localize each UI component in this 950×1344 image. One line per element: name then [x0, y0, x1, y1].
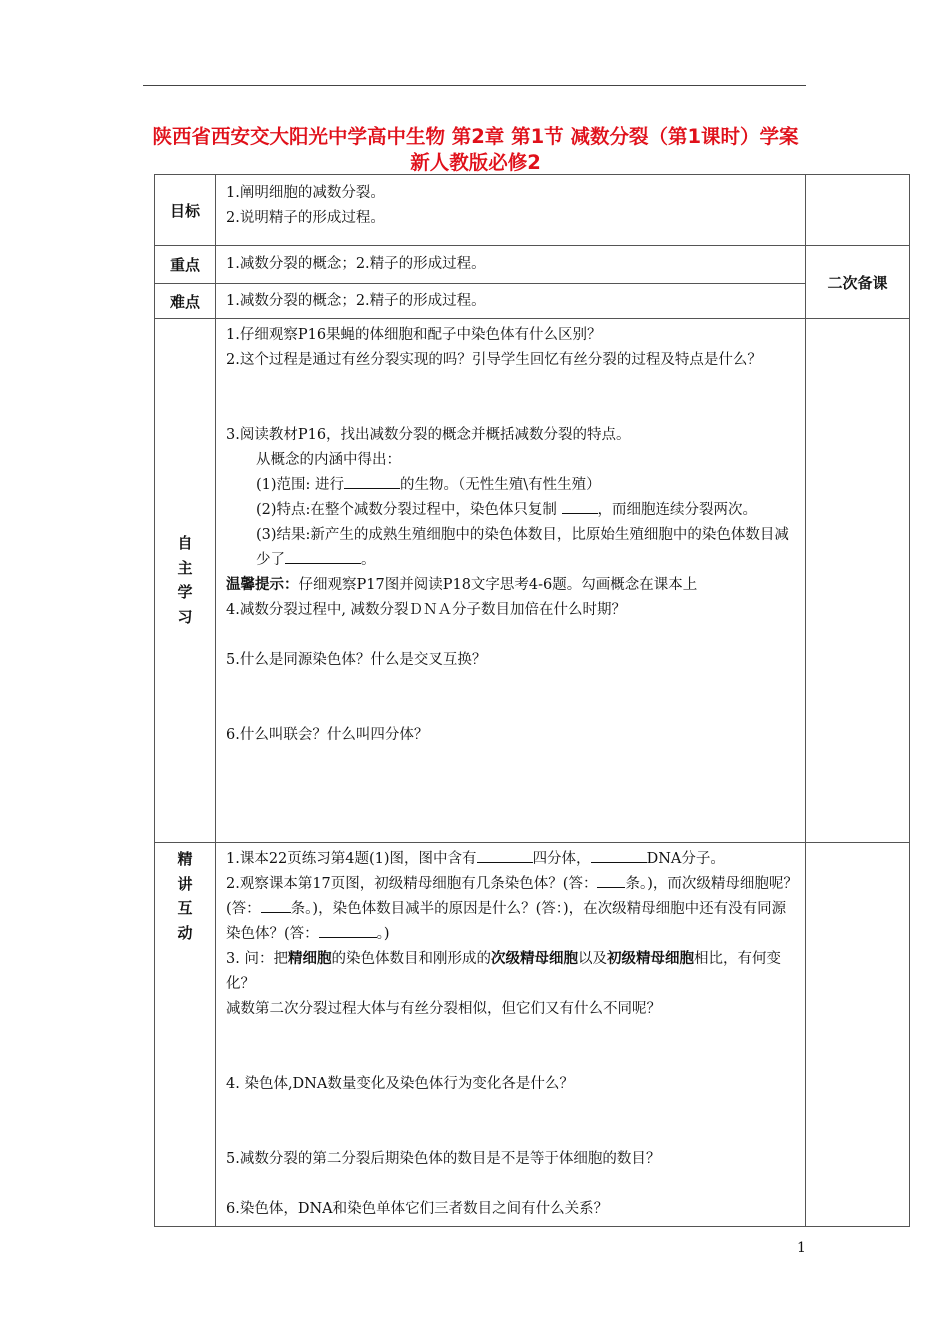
interaction-q4: 4. 染色体,DNA数量变化及染色体行为变化各是什么？ — [226, 1076, 574, 1092]
document-title: 陕西省西安交大阳光中学高中生物 第2章 第1节 减数分裂（第1课时）学案 新人教版必修2 — [152, 125, 799, 174]
answer-blank[interactable] — [562, 498, 598, 514]
interaction-q6: 6.染色体，DNA和染色单体它们三者数目之间有什么关系？ — [226, 1201, 609, 1217]
answer-blank[interactable] — [597, 872, 625, 888]
row-interaction — [155, 843, 910, 1227]
goal-line: 1.阐明细胞的减数分裂。 — [226, 185, 385, 201]
interaction-content — [216, 843, 806, 1227]
question-6: 6.什么叫联会？什么叫四分体？ — [226, 727, 429, 743]
answer-blank[interactable] — [261, 897, 291, 913]
second-prep-label: 二次备课 — [806, 246, 910, 319]
question-3b: (2)特点:在整个减数分裂过程中，染色体只复制 ，而细胞连续分裂两次。 — [226, 498, 799, 523]
goals-notes-cell — [806, 175, 910, 246]
question-3-intro: 从概念的内涵中得出： — [256, 452, 401, 468]
answer-blank[interactable] — [319, 922, 377, 938]
difficulty-text: 1.减数分裂的概念；2.精子的形成过程。 — [216, 284, 806, 319]
goal-line: 2.说明精子的形成过程。 — [226, 210, 385, 226]
question-3: 3.阅读教材P16，找出减数分裂的概念并概括减数分裂的特点。 — [226, 427, 631, 443]
difficulty-label: 难点 — [155, 284, 216, 319]
question-3c: (3)结果:新产生的成熟生殖细胞中的染色体数目，比原始生殖细胞中的染色体数目减少了 。 — [256, 527, 789, 568]
question-5: 5.什么是同源染色体？什么是交叉互换？ — [226, 652, 487, 668]
tip: 温馨提示：仔细观察P17图并阅读P18文字思考4-6题。勾画概念在课本上 — [226, 577, 698, 593]
self-study-notes-cell — [806, 319, 910, 843]
answer-blank[interactable] — [477, 847, 533, 863]
question-2: 2.这个过程是通过有丝分裂实现的吗？引导学生回忆有丝分裂的过程及特点是什么？ — [226, 352, 762, 368]
interaction-notes-cell — [806, 843, 910, 1227]
row-goals — [155, 175, 910, 246]
header-rule — [143, 85, 806, 86]
self-study-content — [216, 319, 806, 843]
row-difficulty — [155, 284, 910, 319]
answer-blank[interactable] — [591, 847, 647, 863]
interaction-q1: 1.课本22页练习第4题(1)图，图中含有 四分体， DNA分子。 — [226, 847, 799, 872]
interaction-q5: 5.减数分裂的第二分裂后期染色体的数目是不是等于体细胞的数目？ — [226, 1151, 661, 1167]
answer-blank[interactable] — [285, 548, 361, 564]
interaction-q2: 2.观察课本第17页图，初级精母细胞有几条染色体？(答： 条。)，而次级精母细胞呢？ (答： 条。)，染色体数目减半的原因是什么？(答：)，在次级精母细胞中还有没有同源染色体？(答： 。) — [226, 872, 799, 947]
question-3a: (1)范围: 进行 的生物。（无性生殖\有性生殖） — [226, 473, 799, 498]
answer-blank[interactable] — [344, 473, 400, 489]
lesson-table — [154, 174, 910, 1227]
page-number: 1 — [797, 1240, 806, 1256]
key-point-label: 重点 — [155, 246, 216, 284]
question-1: 1.仔细观察P16果蝇的体细胞和配子中染色体有什么区别？ — [226, 327, 602, 343]
interaction-q3-followup: 减数第二次分裂过程大体与有丝分裂相似，但它们又有什么不同呢？ — [226, 1001, 661, 1017]
goals-label: 目标 — [155, 175, 216, 246]
interaction-q3: 3. 问：把精细胞的染色体数目和刚形成的次级精母细胞以及初级精母细胞相比，有何变化？ — [226, 951, 781, 992]
row-self-study — [155, 319, 910, 843]
goals-content — [216, 175, 806, 246]
interaction-label: 精 讲 互 动 — [155, 843, 216, 1227]
question-4: 4.减数分裂过程中, 减数分裂ＤＮＡ分子数目加倍在什么时期？ — [226, 602, 627, 618]
row-key-point — [155, 246, 910, 284]
self-study-label: 自 主 学 习 — [155, 319, 216, 843]
key-point-text: 1.减数分裂的概念；2.精子的形成过程。 — [216, 246, 806, 284]
